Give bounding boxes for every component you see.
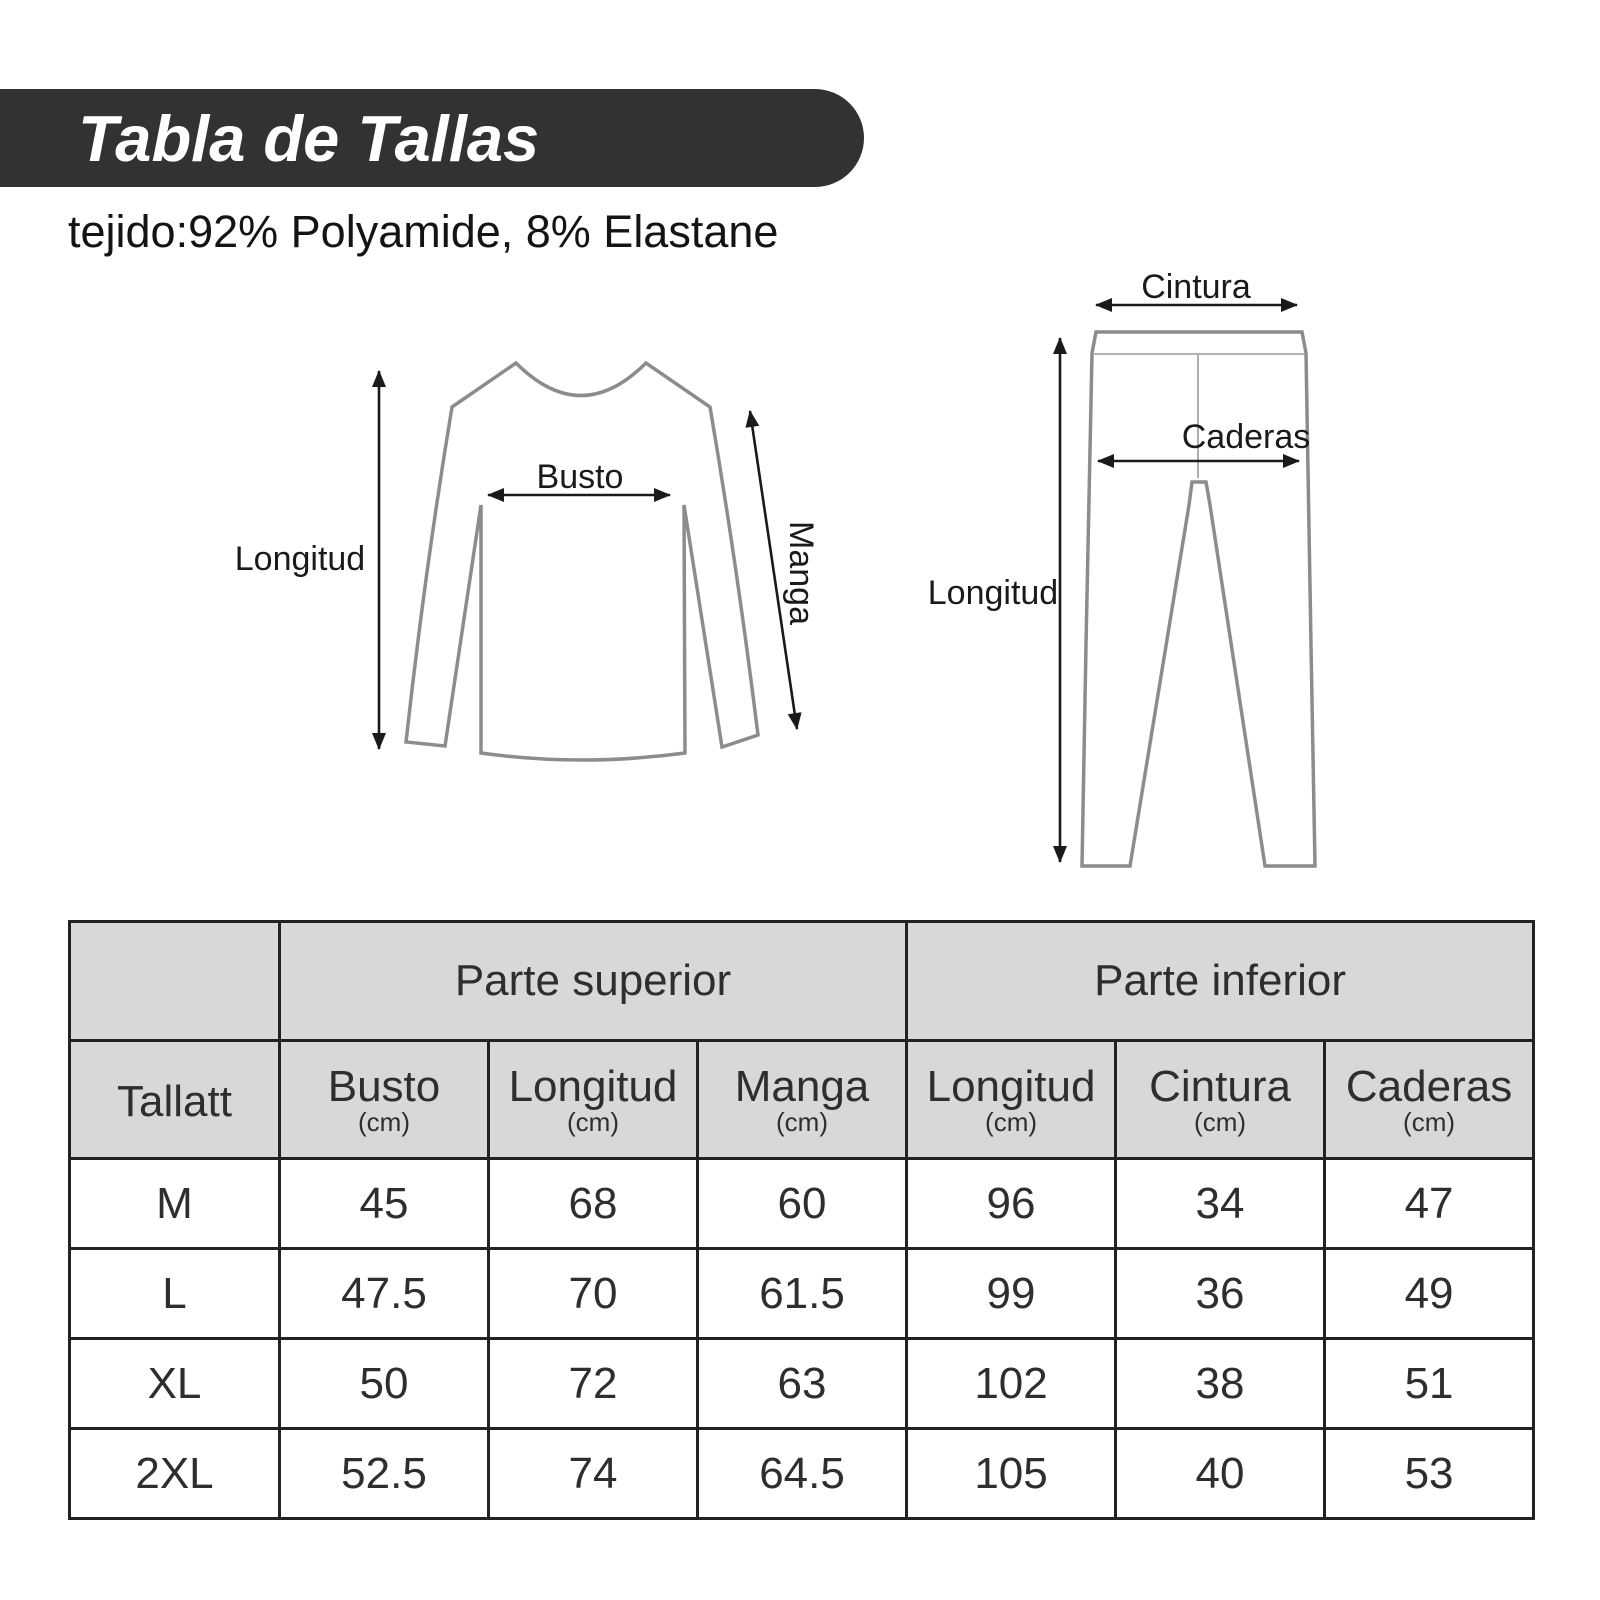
size-cell: L xyxy=(70,1249,280,1339)
shirt-outline xyxy=(406,363,758,760)
table-column-header-row xyxy=(70,1041,1534,1159)
column-unit: (cm) xyxy=(776,1106,828,1137)
value-cell: 50 xyxy=(280,1339,489,1429)
value-cell: 68 xyxy=(489,1159,698,1249)
column-label: Busto xyxy=(327,1061,441,1111)
column-unit: (cm) xyxy=(358,1106,410,1137)
table-row-l xyxy=(70,1249,1534,1339)
value-cell: 74 xyxy=(489,1429,698,1519)
column-header-size xyxy=(70,1041,280,1159)
pants-diagram xyxy=(928,268,1315,866)
value-cell: 34 xyxy=(1116,1159,1325,1249)
table-group-header-row xyxy=(70,922,1534,1041)
value-cell: 63 xyxy=(698,1339,907,1429)
value-cell: 47.5 xyxy=(280,1249,489,1339)
group-header-top: Parte superior xyxy=(280,922,907,1041)
pants-hips-label: Caderas xyxy=(1181,418,1311,456)
column-header-hips xyxy=(1325,1041,1534,1159)
column-label: Manga xyxy=(734,1061,870,1111)
pants-length-label: Longitud xyxy=(927,574,1059,612)
column-label: Longitud xyxy=(508,1061,678,1111)
fabric-note: tejido:92% Polyamide, 8% Elastane xyxy=(68,206,779,257)
shirt-diagram xyxy=(235,363,820,760)
column-unit: (cm) xyxy=(567,1106,619,1137)
column-unit: (cm) xyxy=(985,1106,1038,1137)
shirt-length-label: Longitud xyxy=(234,540,366,578)
column-header-top-length xyxy=(489,1041,698,1159)
value-cell: 61.5 xyxy=(698,1249,907,1339)
value-cell: 64.5 xyxy=(698,1429,907,1519)
size-cell: M xyxy=(70,1159,280,1249)
shirt-sleeve-label: Manga xyxy=(782,521,820,625)
value-cell: 53 xyxy=(1325,1429,1534,1519)
group-header-bottom: Parte inferior xyxy=(907,922,1534,1041)
value-cell: 70 xyxy=(489,1249,698,1339)
size-cell: XL xyxy=(70,1339,280,1429)
value-cell: 105 xyxy=(907,1429,1116,1519)
corner-cell xyxy=(70,922,280,1041)
column-unit: (cm) xyxy=(1194,1106,1247,1137)
shirt-bust-label: Busto xyxy=(536,458,624,496)
value-cell: 60 xyxy=(698,1159,907,1249)
value-cell: 47 xyxy=(1325,1159,1534,1249)
column-header-sleeve xyxy=(698,1041,907,1159)
column-label: Longitud xyxy=(926,1061,1096,1111)
value-cell: 102 xyxy=(907,1339,1116,1429)
value-cell: 51 xyxy=(1325,1339,1534,1429)
value-cell: 40 xyxy=(1116,1429,1325,1519)
value-cell: 96 xyxy=(907,1159,1116,1249)
value-cell: 36 xyxy=(1116,1249,1325,1339)
column-header-waist xyxy=(1116,1041,1325,1159)
size-table xyxy=(68,920,1535,1520)
table-row-xl xyxy=(70,1339,1534,1429)
table-row-2xl xyxy=(70,1429,1534,1519)
page-title: Tabla de Tallas xyxy=(78,101,540,175)
column-label: Cintura xyxy=(1149,1061,1291,1111)
value-cell: 49 xyxy=(1325,1249,1534,1339)
column-header-bust xyxy=(280,1041,489,1159)
value-cell: 52.5 xyxy=(280,1429,489,1519)
column-unit: (cm) xyxy=(1403,1106,1456,1137)
column-header-bottom-length xyxy=(907,1041,1116,1159)
size-cell: 2XL xyxy=(70,1429,280,1519)
column-label: Tallatt xyxy=(117,1077,232,1126)
column-label: Caderas xyxy=(1345,1061,1513,1111)
value-cell: 38 xyxy=(1116,1339,1325,1429)
value-cell: 45 xyxy=(280,1159,489,1249)
table-row-m xyxy=(70,1159,1534,1249)
value-cell: 72 xyxy=(489,1339,698,1429)
value-cell: 99 xyxy=(907,1249,1116,1339)
pants-waist-label: Cintura xyxy=(1141,268,1251,306)
